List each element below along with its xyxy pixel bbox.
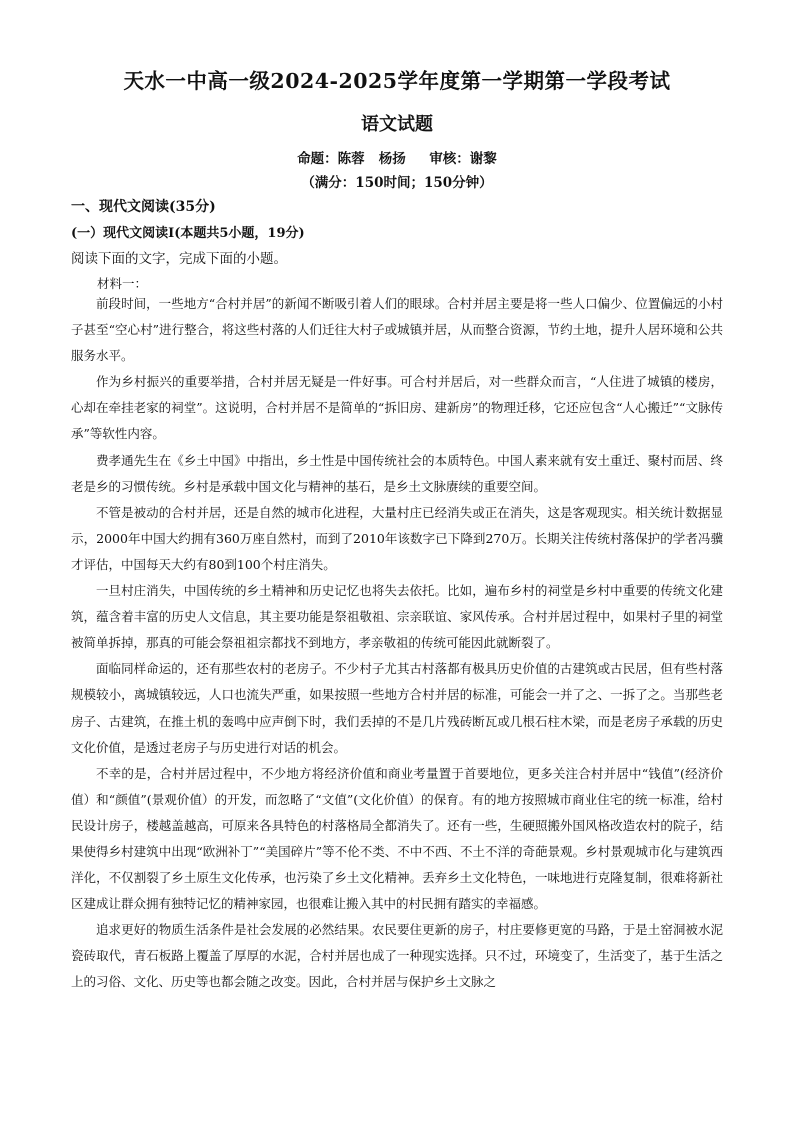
paragraph: 前段时间，一些地方“合村并居”的新闻不断吸引着人们的眼球。合村并居主要是将一些人口偏少、位置偏远的小村子甚至“空心村”进行整合，将这些村落的人们迁往大村子或城镇并居，从而整合资源，节约土地，提升人居环境和公共服务水平。 xyxy=(71,296,723,364)
exam-score-time: （满分：150时间；150分钟） xyxy=(301,175,493,191)
paragraph: 一旦村庄消失，中国传统的乡土精神和历史记忆也将失去依托。比如，遍布乡村的祠堂是乡村中重要的传统文化建筑，蕴含着丰富的历史人文信息，其主要功能是祭祖敬祖、宗亲联谊、家风传承。合村并居过程中，如果村子里的祠堂被简单拆掉，那真的可能会祭祖祖宗都找不到地方，孝亲敬祖的传统可能因此就断裂了。 xyxy=(71,583,723,651)
exam-subtitle: 语文试题 xyxy=(361,114,433,135)
subsection-heading: (一）现代文阅读Ⅰ(本题共5小题，19分) xyxy=(71,226,305,241)
paragraph: 费孝通先生在《乡土中国》中指出，乡土性是中国传统社会的本质特色。中国人素来就有安土重迁、聚村而居、终老是乡的习惯传统。乡村是承载中国文化与精神的基石，是乡土文脉赓续的重要空间。 xyxy=(71,452,723,494)
exam-authors: 命题：陈蓉 杨扬 审核：谢黎 xyxy=(297,151,497,167)
paragraph: 不管是被动的合村并居，还是自然的城市化进程，大量村庄已经消失或正在消失，这是客观现实。相关统计数据显示，2000年中国大约拥有360万座自然村，而到了2010年该数字已下降到270万。长期关注传统村落保护的学者冯骥才评估，中国每天大约有80到100个村庄消失。 xyxy=(71,504,723,572)
paragraph: 追求更好的物质生活条件是社会发展的必然结果。农民要住更新的房子，村庄要修更宽的马路，于是土窑洞被水泥瓷砖取代，青石板路上覆盖了厚厚的水泥，合村并居也成了一种现实选择。只不过，环境变了，生活变了，基于生活之上的习俗、文化、历史等也都会随之改变。因此，合村并居与保护乡土文脉之 xyxy=(71,922,723,990)
paragraph: 作为乡村振兴的重要举措，合村并居无疑是一件好事。可合村并居后，对一些群众而言，“人住进了城镇的楼房，心却在牵挂老家的祠堂”。这说明，合村并居不是简单的“拆旧房、建新房”的物理迁移，它还应包含“人心搬迁”“文脉传承”等软性内容。 xyxy=(71,374,723,442)
reading-instruction: 阅读下面的文字，完成下面的小题。 xyxy=(71,251,287,267)
exam-title: 天水一中高一级2024-2025学年度第一学期第一学段考试 xyxy=(123,69,671,93)
paragraph: 不幸的是，合村并居过程中，不少地方将经济价值和商业考量置于首要地位，更多关注合村并居中“钱值”(经济价值）和“颜值”(景观价值）的开发，而忽略了“文值”(文化价值）的保育。有的地方按照城市商业住宅的统一标准，给村民设计房子，楼越盖越高，可原来各具特色的村落格局全都消失了。还有一些，生硬照搬外国风格改造农村的院子，结果使得乡村建筑中出现“欧洲补丁”“美国碎片”等不伦不类、不中不西、不土不洋的奇葩景观。乡村景观城市化与建筑西洋化，不仅割裂了乡土原生文化传承，也污染了乡土文化精神。丢弃乡土文化特色，一味地进行克隆复制，很难将新社区建成让群众拥有独特记忆的精神家园，也很难让搬入其中的村民拥有踏实的幸福感。 xyxy=(71,765,723,912)
section-heading: 一、现代文阅读(35分) xyxy=(71,199,216,215)
material-body xyxy=(71,291,723,996)
material-label: 材料一： xyxy=(97,276,148,291)
paragraph: 面临同样命运的，还有那些农村的老房子。不少村子尤其古村落都有极具历史价值的古建筑或古民居，但有些村落规模较小，离城镇较远，人口也流失严重，如果按照一些地方合村并居的标准，可能会一并了之、一拆了之。当那些老房子、古建筑，在推土机的轰鸣中应声倒下时，我们丢掉的不是几片残砖断瓦或几根石柱木梁，而是老房子承载的历史文化价值，是透过老房子与历史进行对话的机会。 xyxy=(71,661,723,755)
